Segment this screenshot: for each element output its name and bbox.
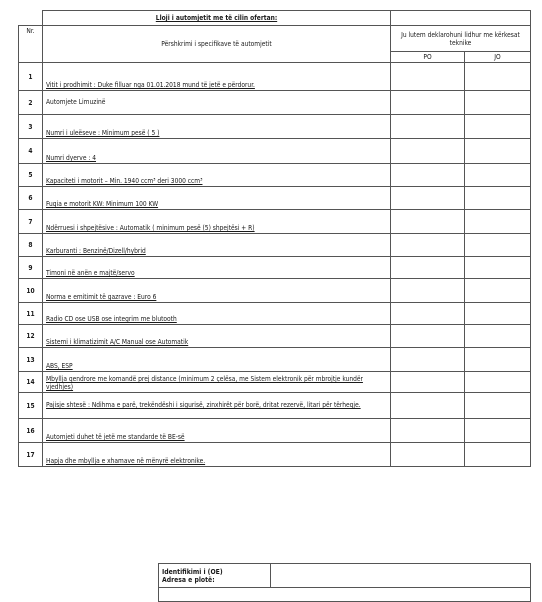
po-cell[interactable]	[391, 419, 465, 443]
row-description: Numri i uleëseve : Minimum pesë ( 5 )	[43, 115, 391, 139]
po-cell[interactable]	[391, 164, 465, 187]
full-address-label: Adresa e plotë:	[162, 575, 215, 584]
jo-cell[interactable]	[465, 91, 531, 115]
table-row	[19, 139, 531, 164]
row-number: 10	[19, 279, 43, 303]
po-column-header: PO	[391, 52, 465, 63]
po-cell[interactable]	[391, 303, 465, 325]
identification-row	[159, 564, 531, 588]
row-description: Timoni në anën e majtë/servo	[43, 257, 391, 279]
jo-cell[interactable]	[465, 372, 531, 393]
nr-column-header: Nr.	[19, 26, 43, 63]
operator-identification-table	[158, 563, 531, 602]
column-header-row	[19, 26, 531, 52]
table-row	[19, 348, 531, 372]
row-number: 7	[19, 210, 43, 234]
po-cell[interactable]	[391, 393, 465, 419]
jo-cell[interactable]	[465, 279, 531, 303]
offer-vehicle-type-label: Lloji i automjetit me të cilin ofertan:	[43, 11, 391, 26]
po-cell[interactable]	[391, 210, 465, 234]
row-description: Vitit i prodhimit : Duke filluar nga 01.01.2018 mund të jetë e përdorur.	[43, 63, 391, 91]
po-cell[interactable]	[391, 187, 465, 210]
address-value-field[interactable]	[159, 588, 531, 602]
po-cell[interactable]	[391, 372, 465, 393]
po-cell[interactable]	[391, 348, 465, 372]
table-row	[19, 210, 531, 234]
row-description: Hapja dhe mbyllja e xhamave në mënyrë elektronike.	[43, 443, 391, 467]
row-number: 13	[19, 348, 43, 372]
po-cell[interactable]	[391, 234, 465, 257]
row-number: 1	[19, 63, 43, 91]
po-cell[interactable]	[391, 139, 465, 164]
jo-cell[interactable]	[465, 419, 531, 443]
jo-cell[interactable]	[465, 234, 531, 257]
row-number: 11	[19, 303, 43, 325]
identification-value-field[interactable]	[271, 564, 531, 588]
row-number: 3	[19, 115, 43, 139]
table-row	[19, 303, 531, 325]
row-number: 12	[19, 325, 43, 348]
po-cell[interactable]	[391, 115, 465, 139]
po-cell[interactable]	[391, 443, 465, 467]
table-row	[19, 325, 531, 348]
row-description: ABS, ESP	[43, 348, 391, 372]
table-row	[19, 393, 531, 419]
identification-extra-row	[159, 588, 531, 602]
jo-cell[interactable]	[465, 393, 531, 419]
jo-cell[interactable]	[465, 115, 531, 139]
jo-cell[interactable]	[465, 303, 531, 325]
identification-label-cell	[159, 564, 271, 588]
row-description: Mbyllja qendrore me komandë prej distance (minimum 2 çelësa, me Sistem elektronik për mbrojtje kundër vjedhjes)	[43, 372, 391, 393]
table-row	[19, 164, 531, 187]
table-row	[19, 63, 531, 91]
vehicle-specification-table	[18, 10, 531, 467]
po-cell[interactable]	[391, 63, 465, 91]
row-description: Kapaciteti i motorit – Min. 1940 ccm³ deri 3000 ccm³	[43, 164, 391, 187]
table-row	[19, 234, 531, 257]
row-description: Numri dyerve : 4	[43, 139, 391, 164]
jo-cell[interactable]	[465, 348, 531, 372]
jo-column-header: JO	[465, 52, 531, 63]
row-description: Ndërruesi i shpejtësive : Automatik ( minimum pesë (5) shpejtësi + R)	[43, 210, 391, 234]
table-row	[19, 443, 531, 467]
declaration-column-header: Ju lutem deklarohuni lidhur me kërkesat teknike	[391, 26, 531, 52]
row-number: 15	[19, 393, 43, 419]
table-row	[19, 115, 531, 139]
row-description: Sistemi i klimatizimit A/C Manual ose Automatik	[43, 325, 391, 348]
jo-cell[interactable]	[465, 443, 531, 467]
jo-cell[interactable]	[465, 210, 531, 234]
row-description: Fuqia e motorit KW: Minimum 100 KW	[43, 187, 391, 210]
jo-cell[interactable]	[465, 164, 531, 187]
offer-title-row	[19, 11, 531, 26]
table-row	[19, 257, 531, 279]
row-description: Karburanti : Benzinë/Dizell/hybrid	[43, 234, 391, 257]
po-cell[interactable]	[391, 279, 465, 303]
table-row	[19, 419, 531, 443]
row-number: 4	[19, 139, 43, 164]
row-number: 6	[19, 187, 43, 210]
table-row	[19, 279, 531, 303]
table-row	[19, 372, 531, 393]
jo-cell[interactable]	[465, 63, 531, 91]
po-cell[interactable]	[391, 325, 465, 348]
row-description: Norma e emitimit të gazrave : Euro 6	[43, 279, 391, 303]
row-number: 17	[19, 443, 43, 467]
po-cell[interactable]	[391, 91, 465, 115]
row-description: Automjeti duhet të jetë me standarde të BE-së	[43, 419, 391, 443]
row-number: 9	[19, 257, 43, 279]
description-column-header: Përshkrimi i specifikave të automjetit	[43, 26, 391, 63]
jo-cell[interactable]	[465, 187, 531, 210]
operator-identification-label: Identifikimi i (OE)	[162, 567, 223, 576]
jo-cell[interactable]	[465, 257, 531, 279]
row-number: 16	[19, 419, 43, 443]
row-number: 14	[19, 372, 43, 393]
row-number: 2	[19, 91, 43, 115]
jo-cell[interactable]	[465, 325, 531, 348]
row-description: Radio CD ose USB ose integrim me blutooth	[43, 303, 391, 325]
row-number: 8	[19, 234, 43, 257]
table-row	[19, 187, 531, 210]
jo-cell[interactable]	[465, 139, 531, 164]
empty-corner-cell	[19, 11, 43, 26]
row-description: Automjete Limuzinë	[43, 91, 391, 115]
po-cell[interactable]	[391, 257, 465, 279]
row-number: 5	[19, 164, 43, 187]
table-row	[19, 91, 531, 115]
offer-vehicle-type-value[interactable]	[391, 11, 531, 26]
row-description: Pajisje shtesë : Ndihma e parë, trekëndëshi i sigurisë, zinxhirët për borë, dritat rezervë, litari për tërheqje.	[43, 393, 391, 419]
